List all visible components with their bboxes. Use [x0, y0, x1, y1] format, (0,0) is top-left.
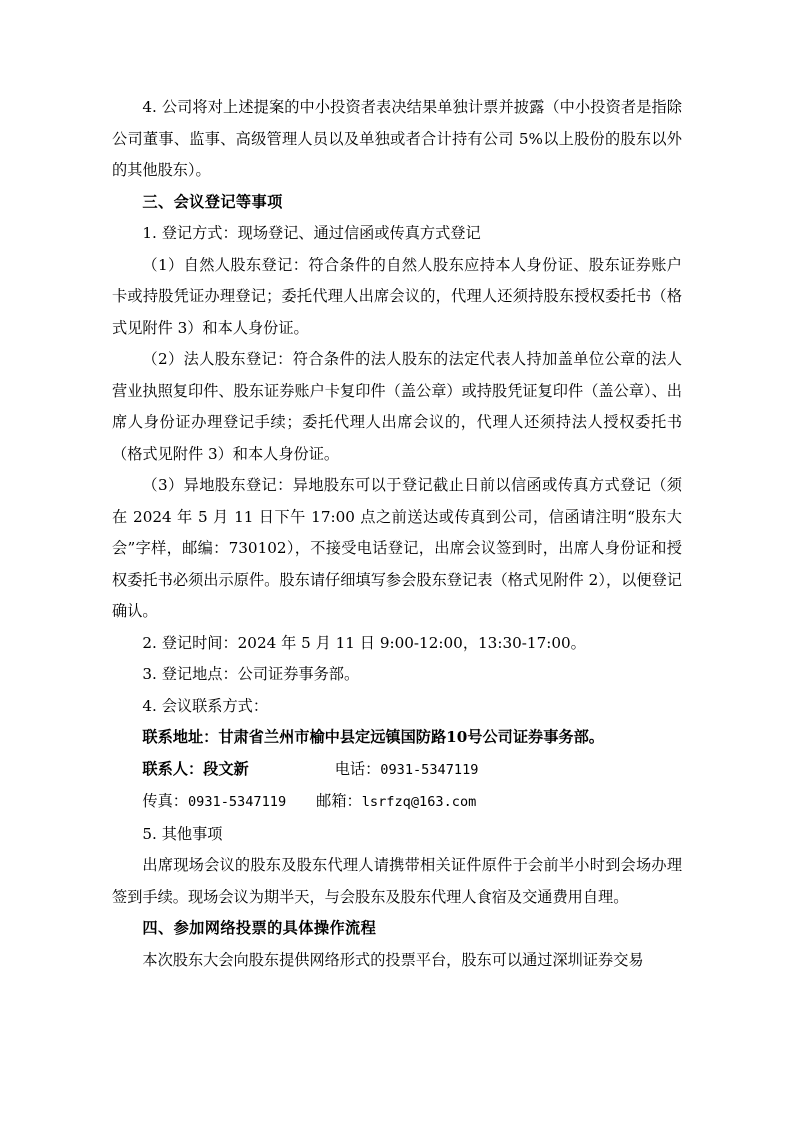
contact-email-label: 邮箱： — [316, 792, 362, 810]
paragraph-other-matters-title: 5. 其他事项 — [142, 824, 223, 843]
contact-email-value: lsrfzq@163.com — [361, 794, 477, 810]
contact-phone-label: 电话： — [334, 759, 381, 778]
section-heading-three: 三、会议登记等事项 — [142, 192, 283, 211]
contact-person-value: 段文新 — [203, 759, 249, 778]
paragraph-legal-person-registration: （2）法人股东登记：符合条件的法人股东的法定代表人持加盖单位公章的法人营业执照复印件、股东证券账户卡复印件（盖公章）或持股凭证复印件（盖公章）、出席人身份证办理登记手续；委托代理人出席会议的，代理人还须持法人授权委托书（格式见附件 3）和本人身份证。 — [112, 350, 682, 463]
paragraph-registration-place: 3. 登记地点：公司证券事务部。 — [142, 665, 360, 683]
paragraph-registration-time: 2. 登记时间：2024 年 5 月 11 日 9:00-12:00，13:30-17:00。 — [142, 633, 586, 652]
contact-address-label: 联系地址： — [142, 728, 219, 746]
paragraph-registration-method: 1. 登记方式：现场登记、通过信函或传真方式登记 — [142, 224, 481, 242]
contact-address-line — [112, 722, 682, 754]
paragraph-natural-person-registration: （1）自然人股东登记：符合条件的自然人股东应持本人身份证、股东证券账户卡或持股凭证办理登记；委托代理人出席会议的，代理人还须持股东授权委托书（格式见附件 3）和本人身份证。 — [112, 255, 682, 337]
paragraph-contact-title: 4. 会议联系方式： — [142, 696, 269, 715]
contact-phone-value: 0931-5347119 — [380, 761, 479, 778]
paragraph-item-4: 4. 公司将对上述提案的中小投资者表决结果单独计票并披露（中小投资者是指除公司董事、监事、高级管理人员以及单独或者合计持有公司 5%以上股份的股东以外的其他股东）。 — [112, 98, 682, 179]
contact-address-value: 甘肃省兰州市榆中县定远镇国防路10号公司证券事务部。 — [218, 728, 604, 746]
section-heading-four: 四、参加网络投票的具体操作流程 — [142, 919, 377, 937]
contact-fax-line — [112, 786, 682, 819]
contact-person-line — [112, 754, 682, 787]
paragraph-other-matters-body: 出席现场会议的股东及股东代理人请携带相关证件原件于会前半小时到会场办理签到手续。现场会议为期半天，与会股东及股东代理人食宿及交通费用自理。 — [112, 856, 682, 906]
contact-fax-value: 0931-5347119 — [187, 794, 287, 810]
contact-fax-label: 传真： — [142, 792, 188, 810]
paragraph-online-voting-intro: 本次股东大会向股东提供网络形式的投票平台，股东可以通过深圳证券交易 — [142, 950, 644, 969]
paragraph-remote-shareholder-registration: （3）异地股东登记：异地股东可以于登记截止日前以信函或传真方式登记（须在 2024 年 5 月 11 日下午 17:00 点之前送达或传真到公司，信函请注明“股东大会”字样，邮编：730102），不接受电话登记，出席会议签到时，出席人身份证和授权委托书必须出示原件。股东请仔细填写参会股东登记表（格式见附件 2），以便登记确认。 — [112, 476, 682, 620]
document-body — [112, 92, 682, 976]
contact-person-label: 联系人： — [142, 759, 204, 778]
